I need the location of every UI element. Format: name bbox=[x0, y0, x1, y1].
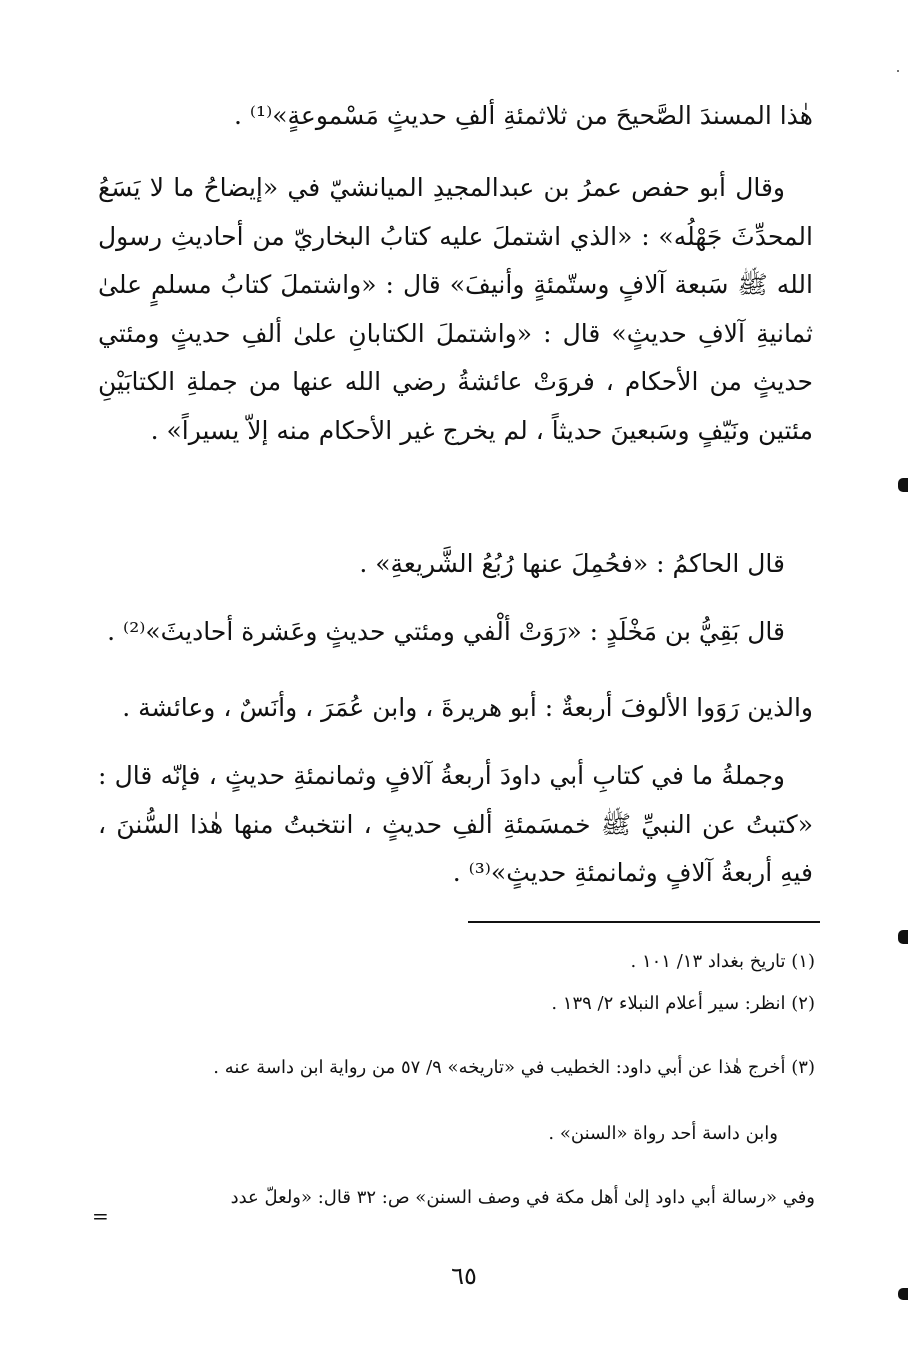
paragraph-2: وقال أبو حفص عمرُ بن عبدالمجيدِ الميانشيّ في «إيضاحُ ما لا يَسَعُ المحدِّثَ جَهْلُه» : «الذي اشتملَ عليه كتابُ البخاريّ من أحاديثِ رسول الله ﷺ سَبعة آلافٍ وستّمئةٍ وأنيفَ» قال : «واشتملَ كتابُ مسلمٍ علىٰ ثمانيةِ آلافِ حديثٍ» قال : «واشتملَ الكتابانِ علىٰ ألفِ حديثٍ ومئتي حديثٍ من الأحكام ، فروَتْ عائشةُ رضي الله عنها من جملةِ الكتابَيْنِ مئتين ونَيّفٍ وسَبعينَ حديثاً ، لم يخرج غير الأحكام منه إلاّ يسيراً» . bbox=[98, 173, 813, 445]
page-number bbox=[0, 1262, 908, 1290]
footnote-3-line-3: وفي «رسالة أبي داود إلىٰ أهل مكة في وصف السنن» ص: ٣٢ قال: «ولعلّ عدد bbox=[230, 1187, 815, 1208]
footnote-3-line-1: (٣) أخرج هٰذا عن أبي داود: الخطيب في «تاريخه» ٩/ ٥٧ من رواية ابن داسة عنه . bbox=[213, 1057, 815, 1078]
margin-tab-mark bbox=[898, 1288, 908, 1300]
paragraph-5: والذين رَوَوا الألوفَ أربعةٌ : أبو هريرةَ ، وابن عُمَرَ ، وأنَسٌ ، وعائشة . bbox=[122, 693, 813, 722]
footnote-separator bbox=[468, 921, 820, 923]
footnote-2: (٢) انظر: سير أعلام النبلاء ٢/ ١٣٩ . bbox=[551, 993, 815, 1014]
scan-speck bbox=[897, 70, 899, 72]
paragraph-3: قال الحاكمُ : «فحُمِلَ عنها رُبُعُ الشَّريعةِ» . bbox=[359, 549, 785, 578]
page-number-text: ٦٥ bbox=[451, 1262, 477, 1290]
paragraph-4: قال بَقِيُّ بن مَخْلَدٍ : «رَوَتْ ألْفي ومئتي حديثٍ وعَشرة أحاديثَ»⁽²⁾ . bbox=[107, 617, 785, 646]
paragraph-1: هٰذا المسندَ الصَّحيحَ من ثلاثمئةِ ألفِ حديثٍ مَسْموعةٍ»⁽¹⁾ . bbox=[233, 101, 813, 130]
margin-tab-mark bbox=[898, 478, 908, 492]
margin-tab-mark bbox=[898, 930, 908, 944]
continuation-mark: = bbox=[92, 1204, 109, 1228]
footnote-1: (١) تاريخ بغداد ١٣/ ١٠١ . bbox=[630, 951, 815, 972]
paragraph-6: وجملةُ ما في كتابِ أبي داودَ أربعةُ آلافٍ وثمانمئةِ حديثٍ ، فإنّه قال : «كتبتُ عن النبيِّ ﷺ خمسَمئةِ ألفِ حديثٍ ، انتخبتُ منها هٰذا السُّننَ ، فيهِ أربعةُ آلافٍ وثمانمئةِ حديثٍ»⁽³⁾ . bbox=[98, 761, 813, 887]
footnote-3-line-2: وابن داسة أحد رواة «السنن» . bbox=[548, 1123, 778, 1144]
